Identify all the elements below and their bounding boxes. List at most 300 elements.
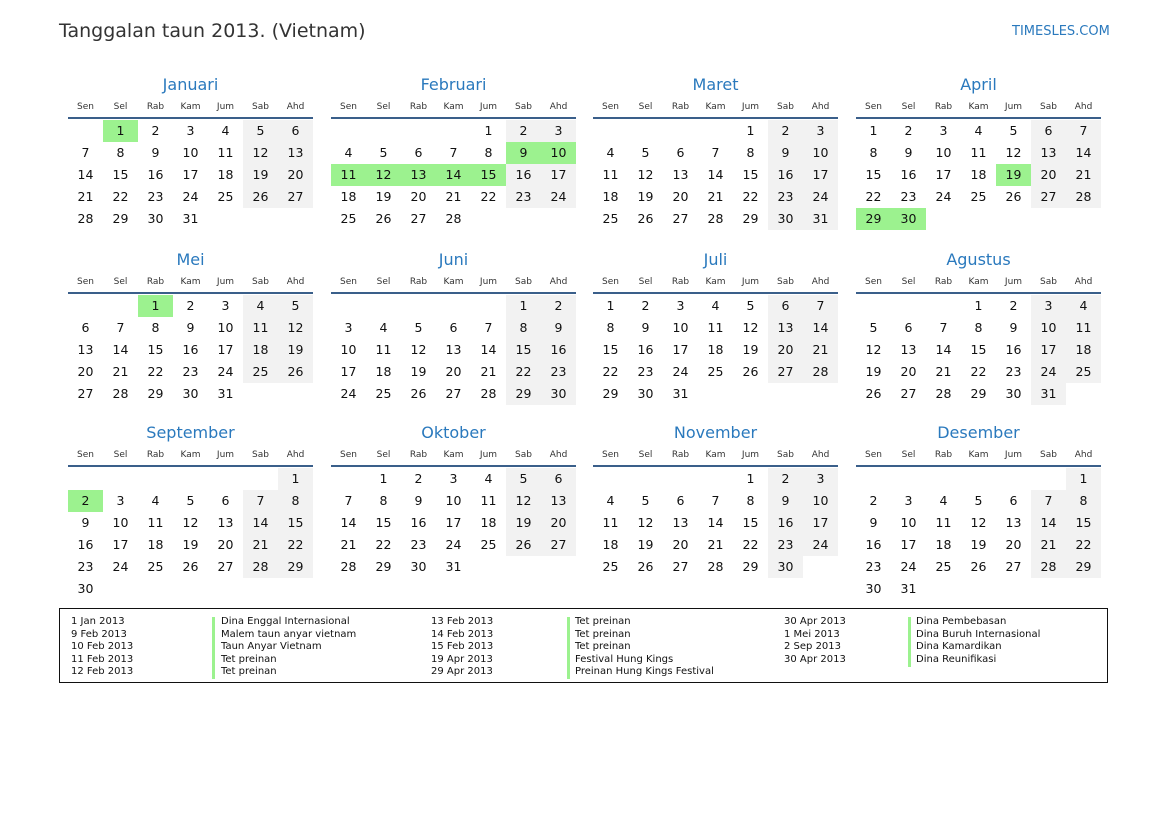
empty-cell <box>436 120 471 142</box>
day-cell: 31 <box>445 559 462 574</box>
weekday-label: Sel <box>901 102 916 112</box>
day-cell: 20 <box>410 189 427 204</box>
day-cell: 3 <box>904 493 913 508</box>
empty-cell <box>593 468 628 490</box>
day-cell: 28 <box>445 211 462 226</box>
day-grid <box>331 295 576 405</box>
day-cell: 11 <box>970 145 987 160</box>
day-cell: 29 <box>1066 556 1101 578</box>
day-cell: 26 <box>375 211 392 226</box>
day-cell: 6 <box>541 468 576 490</box>
day-cell: 28 <box>112 386 129 401</box>
weekday-label: Sab <box>515 450 532 460</box>
holiday-day-cell: 9 <box>506 142 541 164</box>
day-cell: 1 <box>379 471 388 486</box>
day-cell: 6 <box>676 493 685 508</box>
month-name: Juni <box>438 250 469 269</box>
empty-cell <box>663 120 698 142</box>
day-cell: 31 <box>1031 383 1066 405</box>
day-cell: 19 <box>865 364 882 379</box>
weekday-label: Ahd <box>549 277 568 287</box>
day-cell: 1 <box>1066 468 1101 490</box>
holiday-day-cell: 1 <box>138 295 173 317</box>
day-cell: 16 <box>147 167 164 182</box>
day-cell: 25 <box>602 559 619 574</box>
day-cell: 29 <box>112 211 129 226</box>
day-cell: 30 <box>637 386 654 401</box>
empty-cell <box>366 295 401 317</box>
day-cell: 21 <box>445 189 462 204</box>
month-desember <box>856 419 1101 600</box>
day-grid <box>856 468 1101 600</box>
weekday-label: Rab <box>146 102 165 112</box>
day-cell: 12 <box>410 342 427 357</box>
weekday-label: Jum <box>479 277 498 287</box>
day-cell: 15 <box>112 167 129 182</box>
empty-cell <box>926 295 961 317</box>
day-cell: 7 <box>116 320 125 335</box>
day-cell: 30 <box>541 383 576 405</box>
day-cell: 18 <box>217 167 234 182</box>
day-cell: 9 <box>869 515 878 530</box>
day-cell: 29 <box>602 386 619 401</box>
legend-date: 30 Apr 2013 <box>784 653 846 665</box>
day-cell: 1 <box>484 123 493 138</box>
day-cell: 12 <box>637 167 654 182</box>
day-cell: 5 <box>869 320 878 335</box>
day-cell: 6 <box>221 493 230 508</box>
weekday-label: Jum <box>216 450 235 460</box>
day-cell: 18 <box>602 537 619 552</box>
day-grid <box>593 295 838 405</box>
legend-name: Tet preinan <box>221 666 277 677</box>
weekday-label: Ahd <box>811 102 830 112</box>
weekday-label: Ahd <box>811 450 830 460</box>
day-cell: 23 <box>900 189 917 204</box>
day-cell: 7 <box>243 490 278 512</box>
day-cell: 21 <box>1066 164 1101 186</box>
day-cell: 26 <box>970 559 987 574</box>
day-cell: 7 <box>1031 490 1066 512</box>
day-grid <box>593 468 838 578</box>
day-cell: 10 <box>935 145 952 160</box>
day-cell: 18 <box>602 189 619 204</box>
empty-cell <box>331 468 366 490</box>
legend-color-bar <box>567 617 570 679</box>
day-cell: 20 <box>1031 164 1066 186</box>
day-cell: 25 <box>480 537 497 552</box>
day-cell: 14 <box>935 342 952 357</box>
month-oktober <box>331 419 576 578</box>
day-cell: 23 <box>865 559 882 574</box>
weekday-label: Sab <box>515 277 532 287</box>
legend-dates-1 <box>71 616 133 679</box>
weekday-label: Sab <box>1040 102 1057 112</box>
weekday-label: Kam <box>705 277 726 287</box>
weekday-label: Sab <box>515 102 532 112</box>
weekday-label: Sel <box>901 450 916 460</box>
day-cell: 17 <box>445 515 462 530</box>
legend-name: Dina Pembebasan <box>916 616 1007 627</box>
legend-date: 12 Feb 2013 <box>71 666 134 677</box>
day-cell: 25 <box>602 211 619 226</box>
day-cell: 1 <box>746 123 755 138</box>
day-cell: 5 <box>641 145 650 160</box>
day-cell: 4 <box>151 493 160 508</box>
day-cell: 30 <box>147 211 164 226</box>
weekday-label: Ahd <box>549 102 568 112</box>
legend-names-2 <box>575 616 714 679</box>
day-cell: 28 <box>707 559 724 574</box>
day-cell: 17 <box>935 167 952 182</box>
weekday-label: Kam <box>443 277 464 287</box>
day-cell: 6 <box>1031 120 1066 142</box>
weekday-label: Jum <box>741 102 760 112</box>
weekday-label: Sen <box>340 277 357 287</box>
day-cell: 8 <box>974 320 983 335</box>
weekday-label: Sen <box>340 450 357 460</box>
holiday-day-cell: 19 <box>996 164 1031 186</box>
legend-name: Malem taun anyar vietnam <box>221 628 357 640</box>
day-cell: 12 <box>1005 145 1022 160</box>
site-link[interactable]: TIMESLES.COM <box>1012 24 1110 39</box>
day-cell: 12 <box>970 515 987 530</box>
empty-cell <box>68 120 103 142</box>
month-name: Maret <box>692 75 739 94</box>
day-cell: 9 <box>641 320 650 335</box>
day-cell: 21 <box>77 189 94 204</box>
day-cell: 24 <box>935 189 952 204</box>
day-cell: 24 <box>445 537 462 552</box>
day-cell: 3 <box>939 123 948 138</box>
empty-cell <box>856 295 891 317</box>
day-cell: 9 <box>81 515 90 530</box>
empty-cell <box>366 120 401 142</box>
day-cell: 8 <box>606 320 615 335</box>
day-cell: 24 <box>900 559 917 574</box>
day-cell: 15 <box>602 342 619 357</box>
day-cell: 22 <box>1066 534 1101 556</box>
day-cell: 25 <box>217 189 234 204</box>
day-cell: 4 <box>939 493 948 508</box>
day-cell: 7 <box>803 295 838 317</box>
legend-date: 10 Feb 2013 <box>71 641 134 652</box>
day-cell: 9 <box>541 317 576 339</box>
day-cell: 22 <box>742 189 759 204</box>
day-cell: 10 <box>803 490 838 512</box>
day-cell: 9 <box>904 145 913 160</box>
holiday-day-cell: 15 <box>471 164 506 186</box>
day-cell: 22 <box>506 361 541 383</box>
day-cell: 18 <box>1066 339 1101 361</box>
day-cell: 10 <box>112 515 129 530</box>
day-cell: 23 <box>637 364 654 379</box>
day-grid <box>331 468 576 578</box>
day-cell: 5 <box>414 320 423 335</box>
weekday-label: Sel <box>376 277 391 287</box>
day-cell: 5 <box>641 493 650 508</box>
day-cell: 20 <box>77 364 94 379</box>
day-cell: 22 <box>865 189 882 204</box>
weekday-label: Sen <box>865 450 882 460</box>
day-cell: 6 <box>768 295 803 317</box>
day-cell: 9 <box>186 320 195 335</box>
weekday-header <box>331 274 576 294</box>
weekday-label: Ahd <box>1074 102 1093 112</box>
day-cell: 21 <box>935 364 952 379</box>
day-cell: 14 <box>707 167 724 182</box>
month-april <box>856 71 1101 230</box>
month-name: Mei <box>176 250 205 269</box>
day-cell: 7 <box>711 493 720 508</box>
day-cell: 6 <box>81 320 90 335</box>
day-cell: 25 <box>1066 361 1101 383</box>
weekday-header <box>593 447 838 467</box>
day-cell: 28 <box>77 211 94 226</box>
day-cell: 10 <box>803 142 838 164</box>
day-cell: 14 <box>112 342 129 357</box>
day-cell: 2 <box>414 471 423 486</box>
day-cell: 25 <box>707 364 724 379</box>
holiday-legend <box>59 608 1108 683</box>
day-cell: 24 <box>672 364 689 379</box>
day-cell: 10 <box>217 320 234 335</box>
legend-name: Tet preinan <box>575 641 631 652</box>
weekday-label: Rab <box>934 277 953 287</box>
day-cell: 30 <box>768 556 803 578</box>
day-cell: 19 <box>506 512 541 534</box>
day-cell: 28 <box>935 386 952 401</box>
day-cell: 8 <box>151 320 160 335</box>
day-cell: 24 <box>112 559 129 574</box>
day-cell: 8 <box>1066 490 1101 512</box>
weekday-label: Kam <box>180 102 201 112</box>
day-cell: 4 <box>606 493 615 508</box>
day-cell: 18 <box>970 167 987 182</box>
weekday-label: Ahd <box>1074 450 1093 460</box>
empty-cell <box>891 468 926 490</box>
day-cell: 17 <box>1031 339 1066 361</box>
holiday-day-cell: 30 <box>891 208 926 230</box>
weekday-label: Sab <box>252 277 269 287</box>
day-cell: 22 <box>278 534 313 556</box>
day-cell: 7 <box>344 493 353 508</box>
day-cell: 10 <box>900 515 917 530</box>
month-juni <box>331 246 576 405</box>
empty-cell <box>926 468 961 490</box>
day-cell: 30 <box>1005 386 1022 401</box>
weekday-label: Jum <box>741 277 760 287</box>
day-cell: 27 <box>672 559 689 574</box>
day-grid <box>856 120 1101 230</box>
day-cell: 9 <box>1009 320 1018 335</box>
day-cell: 21 <box>707 189 724 204</box>
day-cell: 27 <box>217 559 234 574</box>
day-cell: 24 <box>182 189 199 204</box>
empty-cell <box>138 468 173 490</box>
day-cell: 3 <box>541 120 576 142</box>
day-cell: 7 <box>81 145 90 160</box>
day-cell: 16 <box>768 164 803 186</box>
day-cell: 4 <box>974 123 983 138</box>
day-cell: 29 <box>375 559 392 574</box>
day-cell: 11 <box>243 317 278 339</box>
day-cell: 17 <box>900 537 917 552</box>
day-cell: 18 <box>480 515 497 530</box>
day-cell: 13 <box>1031 142 1066 164</box>
day-cell: 11 <box>375 342 392 357</box>
empty-cell <box>698 468 733 490</box>
day-cell: 11 <box>480 493 497 508</box>
weekday-label: Kam <box>968 277 989 287</box>
day-cell: 29 <box>970 386 987 401</box>
day-cell: 18 <box>340 189 357 204</box>
day-cell: 22 <box>602 364 619 379</box>
day-cell: 25 <box>243 361 278 383</box>
day-cell: 31 <box>672 386 689 401</box>
day-cell: 8 <box>116 145 125 160</box>
day-cell: 25 <box>147 559 164 574</box>
day-cell: 11 <box>707 320 724 335</box>
empty-cell <box>663 468 698 490</box>
day-cell: 5 <box>379 145 388 160</box>
day-cell: 14 <box>1066 142 1101 164</box>
day-cell: 12 <box>742 320 759 335</box>
day-cell: 11 <box>1066 317 1101 339</box>
day-cell: 11 <box>147 515 164 530</box>
day-cell: 7 <box>484 320 493 335</box>
legend-date: 19 Apr 2013 <box>431 653 493 665</box>
weekday-label: Jum <box>479 450 498 460</box>
day-cell: 29 <box>742 559 759 574</box>
month-november <box>593 419 838 578</box>
day-cell: 2 <box>1009 298 1018 313</box>
day-cell: 27 <box>672 211 689 226</box>
day-cell: 23 <box>768 186 803 208</box>
day-cell: 14 <box>707 515 724 530</box>
weekday-label: Jum <box>1004 102 1023 112</box>
day-grid <box>68 120 313 230</box>
day-cell: 24 <box>541 186 576 208</box>
weekday-header <box>856 447 1101 467</box>
weekday-label: Rab <box>146 277 165 287</box>
day-cell: 13 <box>672 515 689 530</box>
holiday-day-cell: 10 <box>541 142 576 164</box>
day-cell: 4 <box>606 145 615 160</box>
day-cell: 16 <box>182 342 199 357</box>
day-cell: 17 <box>672 342 689 357</box>
day-cell: 10 <box>340 342 357 357</box>
day-cell: 6 <box>676 145 685 160</box>
day-cell: 21 <box>707 537 724 552</box>
day-cell: 17 <box>217 342 234 357</box>
day-cell: 11 <box>217 145 234 160</box>
day-cell: 8 <box>379 493 388 508</box>
day-cell: 15 <box>970 342 987 357</box>
month-september <box>68 419 313 600</box>
day-cell: 26 <box>278 361 313 383</box>
day-cell: 21 <box>480 364 497 379</box>
empty-cell <box>1031 468 1066 490</box>
day-cell: 19 <box>637 537 654 552</box>
day-cell: 17 <box>803 512 838 534</box>
empty-cell <box>891 295 926 317</box>
day-cell: 2 <box>506 120 541 142</box>
day-cell: 19 <box>742 342 759 357</box>
day-cell: 16 <box>77 537 94 552</box>
day-cell: 3 <box>803 468 838 490</box>
legend-date: 14 Feb 2013 <box>431 628 494 640</box>
weekday-label: Rab <box>409 450 428 460</box>
day-cell: 26 <box>637 559 654 574</box>
day-cell: 9 <box>151 145 160 160</box>
day-cell: 11 <box>935 515 952 530</box>
day-cell: 24 <box>217 364 234 379</box>
legend-name: Festival Hung Kings <box>575 653 674 665</box>
day-cell: 30 <box>410 559 427 574</box>
day-cell: 8 <box>484 145 493 160</box>
weekday-label: Jum <box>479 102 498 112</box>
day-cell: 26 <box>182 559 199 574</box>
day-cell: 22 <box>480 189 497 204</box>
day-cell: 7 <box>449 145 458 160</box>
day-cell: 25 <box>970 189 987 204</box>
day-cell: 28 <box>1066 186 1101 208</box>
day-cell: 17 <box>182 167 199 182</box>
day-cell: 18 <box>935 537 952 552</box>
weekday-label: Rab <box>671 102 690 112</box>
holiday-day-cell: 2 <box>68 490 103 512</box>
day-cell: 26 <box>1005 189 1022 204</box>
empty-cell <box>208 468 243 490</box>
day-cell: 16 <box>410 515 427 530</box>
day-cell: 29 <box>506 383 541 405</box>
day-cell: 13 <box>77 342 94 357</box>
day-cell: 9 <box>768 490 803 512</box>
weekday-header <box>593 274 838 294</box>
day-cell: 26 <box>742 364 759 379</box>
holiday-day-cell: 1 <box>103 120 138 142</box>
weekday-label: Kam <box>705 450 726 460</box>
day-cell: 16 <box>541 339 576 361</box>
day-cell: 12 <box>506 490 541 512</box>
weekday-label: Sel <box>638 102 653 112</box>
day-cell: 2 <box>904 123 913 138</box>
empty-cell <box>103 295 138 317</box>
day-cell: 24 <box>340 386 357 401</box>
month-agustus <box>856 246 1101 405</box>
legend-date: 15 Feb 2013 <box>431 641 494 652</box>
day-cell: 7 <box>1066 120 1101 142</box>
holiday-day-cell: 29 <box>856 208 891 230</box>
day-cell: 20 <box>541 512 576 534</box>
weekday-label: Kam <box>968 450 989 460</box>
day-cell: 24 <box>803 534 838 556</box>
weekday-header <box>331 99 576 119</box>
weekday-label: Sab <box>777 450 794 460</box>
day-cell: 30 <box>77 581 94 596</box>
empty-cell <box>401 295 436 317</box>
day-cell: 19 <box>278 339 313 361</box>
day-cell: 20 <box>278 164 313 186</box>
day-cell: 30 <box>865 581 882 596</box>
day-cell: 23 <box>410 537 427 552</box>
legend-name: Dina Buruh Internasional <box>916 628 1041 640</box>
day-cell: 18 <box>243 339 278 361</box>
day-cell: 15 <box>278 512 313 534</box>
month-name: April <box>960 75 997 94</box>
day-cell: 14 <box>1031 512 1066 534</box>
